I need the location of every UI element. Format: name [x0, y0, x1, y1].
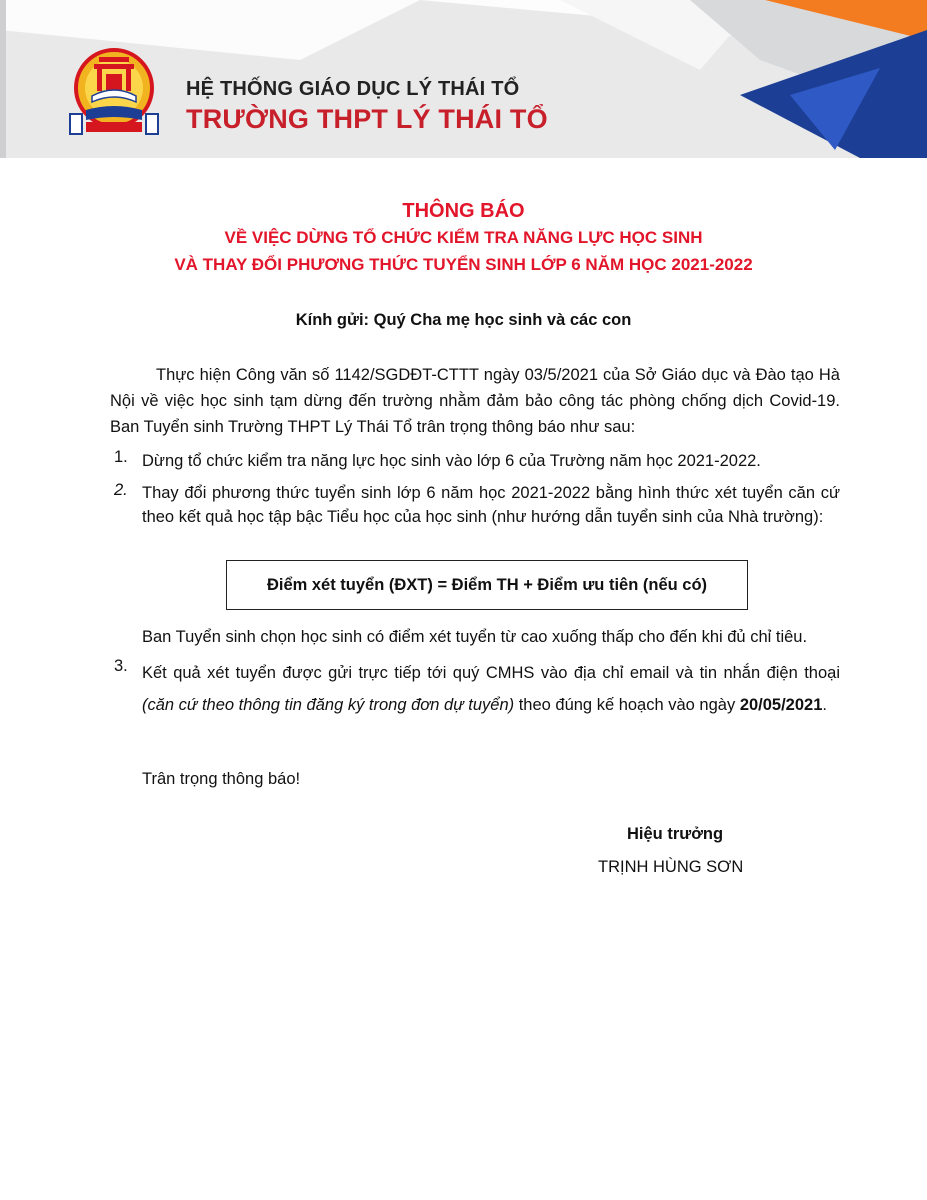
- item-1-number: 1.: [114, 448, 128, 466]
- item-3-date: 20/05/2021: [739, 696, 823, 714]
- signature-title: Hiệu trưởng: [627, 825, 724, 843]
- notice-subtitle-2: VÀ THAY ĐỔI PHƯƠNG THỨC TUYỂN SINH LỚP 6 NĂM HỌC 2021-2022: [174, 255, 753, 274]
- item-2-number: 2.: [114, 481, 128, 499]
- school-name: TRƯỜNG THPT LÝ THÁI TỔ: [186, 104, 548, 134]
- formula-text: Điểm xét tuyển (ĐXT) = Điểm TH + Điểm ưu tiên (nếu có): [266, 575, 708, 594]
- item-2-text: Thay đổi phương thức tuyển sinh lớp 6 năm học 2021-2022 bằng hình thức xét tuyển căn cứ theo kết quả học tập bậc Tiểu học của học sinh (như hướng dẫn tuyển sinh của Nhà trường):: [142, 484, 840, 526]
- item-3-text: [142, 657, 840, 721]
- signature-name: TRỊNH HÙNG SƠN: [598, 858, 744, 876]
- item-3-number: 3.: [114, 657, 128, 675]
- item-3-text-end: .: [822, 696, 827, 714]
- formula-box: [226, 560, 748, 610]
- notice-subtitle-1: VỀ VIỆC DỪNG TỔ CHỨC KIỂM TRA NĂNG LỰC HỌC SINH: [224, 228, 703, 247]
- item-3-text-italic: (căn cứ theo thông tin đăng ký trong đơn dự tuyển): [142, 696, 515, 714]
- item-3-text-start: Kết quả xét tuyển được gửi trực tiếp tới quý CMHS vào địa chỉ email và tin nhắn điện thoại: [142, 664, 840, 682]
- recipient-line: Kính gửi: Quý Cha mẹ học sinh và các con: [295, 311, 632, 329]
- notice-title: THÔNG BÁO: [402, 200, 525, 222]
- closing-line: Trân trọng thông báo!: [142, 770, 301, 788]
- notice-heading: [0, 198, 927, 278]
- letterhead: [0, 0, 927, 158]
- org-name: HỆ THỐNG GIÁO DỤC LÝ THÁI TỔ: [186, 78, 520, 100]
- selection-note: Ban Tuyển sinh chọn học sinh có điểm xét tuyển từ cao xuống thấp cho đến khi đủ chỉ tiêu.: [142, 628, 808, 646]
- intro-paragraph: Thực hiện Công văn số 1142/SGDĐT-CTTT ngày 03/5/2021 của Sở Giáo dục và Đào tạo Hà Nội về việc học sinh tạm dừng đến trường nhằm đảm bảo công tác phòng chống dịch Covid-19. Ban Tuyển sinh Trường THPT Lý Thái Tổ trân trọng thông báo như sau:: [110, 366, 840, 436]
- school-logo: [66, 44, 162, 140]
- item-1-text: Dừng tổ chức kiểm tra năng lực học sinh vào lớp 6 của Trường năm học 2021-2022.: [142, 452, 761, 470]
- item-3-text-mid: theo đúng kế hoạch vào ngày: [514, 696, 740, 714]
